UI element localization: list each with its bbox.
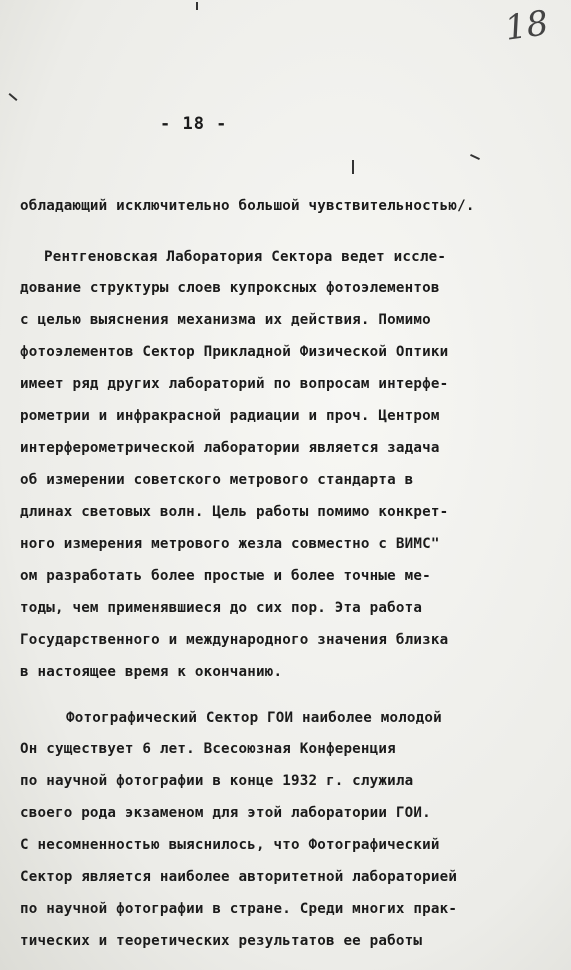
- text-line: имеет ряд других лабораторий по вопросам интерфе-: [20, 376, 449, 392]
- handwritten-page-number: 18: [502, 3, 551, 49]
- text-line: в настоящее время к окончанию.: [20, 664, 283, 680]
- text-line: дование структуры слоев купроксных фотоэлементов: [20, 280, 440, 296]
- text-line: об измерении советского метрового стандарта в: [20, 472, 414, 488]
- text-line: рометрии и инфракрасной радиации и проч. Центром: [20, 408, 440, 424]
- text-line: тоды, чем применявшиеся до сих пор. Эта работа: [20, 600, 423, 616]
- text-line: ом разработать более простые и более точные ме-: [20, 568, 431, 584]
- text-line: обладающий исключительно большой чувствительностью/.: [20, 198, 475, 214]
- text-line: длинах световых волн. Цель работы помимо конкрет-: [20, 504, 449, 520]
- page-number: - 18 -: [160, 114, 228, 134]
- scan-speck: [352, 160, 354, 174]
- text-line: Рентгеновская Лаборатория Сектора ведет иссле-: [44, 249, 447, 265]
- text-line: фотоэлементов Сектор Прикладной Физической Оптики: [20, 344, 449, 360]
- scan-speck: [470, 154, 480, 160]
- scan-speck: [196, 2, 198, 10]
- text-line: с целью выяснения механизма их действия. Помимо: [20, 312, 431, 328]
- text-line: С несомненностью выяснилось, что Фотографический: [20, 837, 440, 853]
- text-line: интерферометрической лаборатории является задача: [20, 440, 440, 456]
- text-line: Государственного и международного значения близка: [20, 632, 449, 648]
- text-line: Фотографический Сектор ГОИ наиболее молодой: [66, 710, 442, 726]
- text-line: Сектор является наиболее авторитетной лабораторией: [20, 869, 458, 885]
- scan-speck: [9, 93, 18, 101]
- text-line: по научной фотографии в стране. Среди многих прак-: [20, 901, 458, 917]
- text-line: по научной фотографии в конце 1932 г. служила: [20, 773, 414, 789]
- text-line: ного измерения метрового жезла совместно с ВИМС": [20, 536, 440, 552]
- text-line: Он существует 6 лет. Всесоюзная Конференция: [20, 741, 396, 757]
- text-line: своего рода экзаменом для этой лаборатории ГОИ.: [20, 805, 431, 821]
- text-line: тических и теоретических результатов ее работы: [20, 933, 423, 949]
